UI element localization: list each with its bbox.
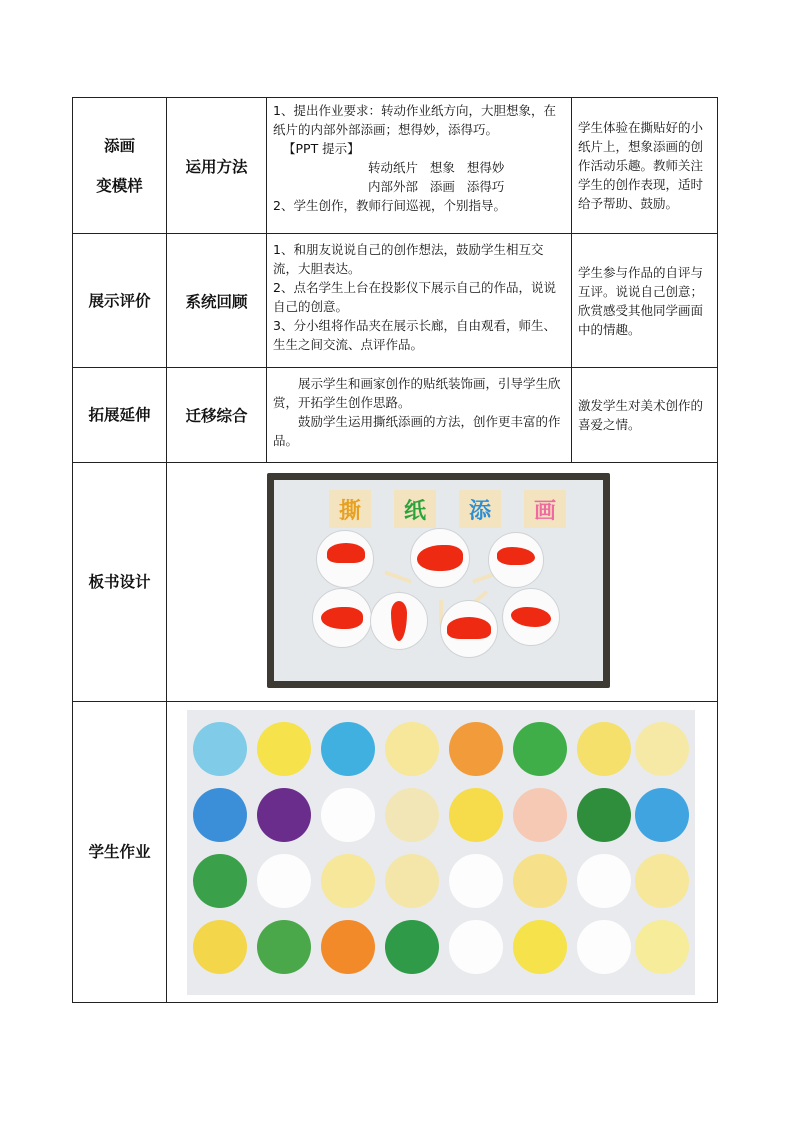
student-work-disc xyxy=(321,722,375,776)
student-work-disc xyxy=(449,854,503,908)
board-photo-cell xyxy=(167,463,718,702)
student-work-disc xyxy=(257,788,311,842)
student-work-disc xyxy=(577,920,631,974)
student-work-disc xyxy=(385,788,439,842)
student-work-disc xyxy=(385,722,439,776)
student-work-disc xyxy=(513,788,567,842)
blackboard-photo xyxy=(267,473,610,688)
board-disc-mouse xyxy=(312,588,372,648)
red-paper-piece xyxy=(447,617,491,639)
student-work-disc xyxy=(257,920,311,974)
student-work-disc xyxy=(635,854,689,908)
red-paper-piece xyxy=(327,543,365,563)
student-work-disc xyxy=(513,920,567,974)
student-work-disc xyxy=(193,854,247,908)
student-work-disc xyxy=(577,722,631,776)
student-work-disc xyxy=(449,788,503,842)
student-work-disc xyxy=(577,854,631,908)
row-show-evaluate xyxy=(73,234,718,368)
student-work-disc xyxy=(257,854,311,908)
stage-line-2: 变模样 xyxy=(96,176,143,195)
content-p2: 2、点名学生上台在投影仪下展示自己的作品，说说自己的创意。 xyxy=(273,280,556,314)
title-tile-1: 撕 xyxy=(329,490,371,528)
board-disc-hat xyxy=(488,532,544,588)
board-disc-shoe xyxy=(440,600,498,658)
title-tile-2: 纸 xyxy=(394,490,436,528)
student-work-disc xyxy=(635,920,689,974)
board-disc-bag xyxy=(502,588,560,646)
student-work-disc xyxy=(385,854,439,908)
row-board-design xyxy=(73,463,718,702)
content-cell xyxy=(267,368,572,463)
board-disc-carrot xyxy=(370,592,428,650)
student-work-disc xyxy=(321,788,375,842)
student-work-disc xyxy=(449,920,503,974)
stage-cell xyxy=(73,98,167,234)
note-cell: 激发学生对美术创作的喜爱之情。 xyxy=(572,368,718,463)
note-cell: 学生体验在撕贴好的小纸片上，想象添画的创作活动乐趣。教师关注学生的创作表现，适时给予帮助、鼓励。 xyxy=(572,98,718,234)
stage-line-1: 添画 xyxy=(103,136,135,155)
content-p2: 鼓励学生运用撕纸添画的方法，创作更丰富的作品。 xyxy=(273,414,561,448)
title-tile-3: 添 xyxy=(459,490,501,528)
student-work-disc xyxy=(257,722,311,776)
method-cell: 系统回顾 xyxy=(167,234,267,368)
row-student-works xyxy=(73,702,718,1003)
student-work-disc xyxy=(321,920,375,974)
title-tile-4: 画 xyxy=(524,490,566,528)
ppt-line-1: 转动纸片 想象 想得妙 xyxy=(368,160,505,175)
red-paper-piece xyxy=(391,601,407,641)
red-paper-piece xyxy=(497,547,535,565)
student-work-disc xyxy=(193,788,247,842)
board-disc-house xyxy=(316,530,374,588)
note-cell: 学生参与作品的自评与互评。说说自己创意；欣赏感受其他同学画面中的情趣。 xyxy=(572,234,718,368)
student-works-photo xyxy=(187,710,695,995)
content-p1: 展示学生和画家创作的贴纸装饰画，引导学生欣赏，开拓学生创作思路。 xyxy=(273,376,561,410)
ppt-line-2: 内部外部 添画 添得巧 xyxy=(368,179,505,194)
stage-cell: 学生作业 xyxy=(73,702,167,1003)
row-extension xyxy=(73,368,718,463)
student-work-disc xyxy=(193,920,247,974)
red-paper-piece xyxy=(321,607,363,629)
student-work-disc xyxy=(513,854,567,908)
stage-cell: 板书设计 xyxy=(73,463,167,702)
student-work-disc xyxy=(635,788,689,842)
student-work-disc xyxy=(449,722,503,776)
board-disc-center xyxy=(410,528,470,588)
lesson-plan-table xyxy=(72,97,718,1003)
red-paper-piece xyxy=(417,545,463,571)
student-work-disc xyxy=(193,722,247,776)
student-work-disc xyxy=(321,854,375,908)
ppt-label: 【PPT 提示】 xyxy=(283,141,360,156)
row-add-drawing xyxy=(73,98,718,234)
student-work-disc xyxy=(385,920,439,974)
method-cell: 运用方法 xyxy=(167,98,267,234)
student-work-disc xyxy=(577,788,631,842)
content-p3: 3、分小组将作品夹在展示长廊，自由观看，师生、生生之间交流、点评作品。 xyxy=(273,318,556,352)
student-work-disc xyxy=(513,722,567,776)
content-cell xyxy=(267,234,572,368)
content-p1: 1、和朋友说说自己的创作想法，鼓励学生相互交流，大胆表达。 xyxy=(273,242,544,276)
stage-cell: 展示评价 xyxy=(73,234,167,368)
student-works-cell xyxy=(167,702,718,1003)
student-work-disc xyxy=(635,722,689,776)
whiteboard xyxy=(274,480,603,681)
method-cell: 迁移综合 xyxy=(167,368,267,463)
stage-cell: 拓展延伸 xyxy=(73,368,167,463)
content-cell xyxy=(267,98,572,234)
content-p1: 1、提出作业要求：转动作业纸方向，大胆想象，在纸片的内部外部添画；想得妙，添得巧。 xyxy=(273,103,556,137)
board-ray xyxy=(384,570,412,583)
red-paper-piece xyxy=(511,607,551,627)
content-p2: 2、学生创作，教师行间巡视，个别指导。 xyxy=(273,198,506,213)
